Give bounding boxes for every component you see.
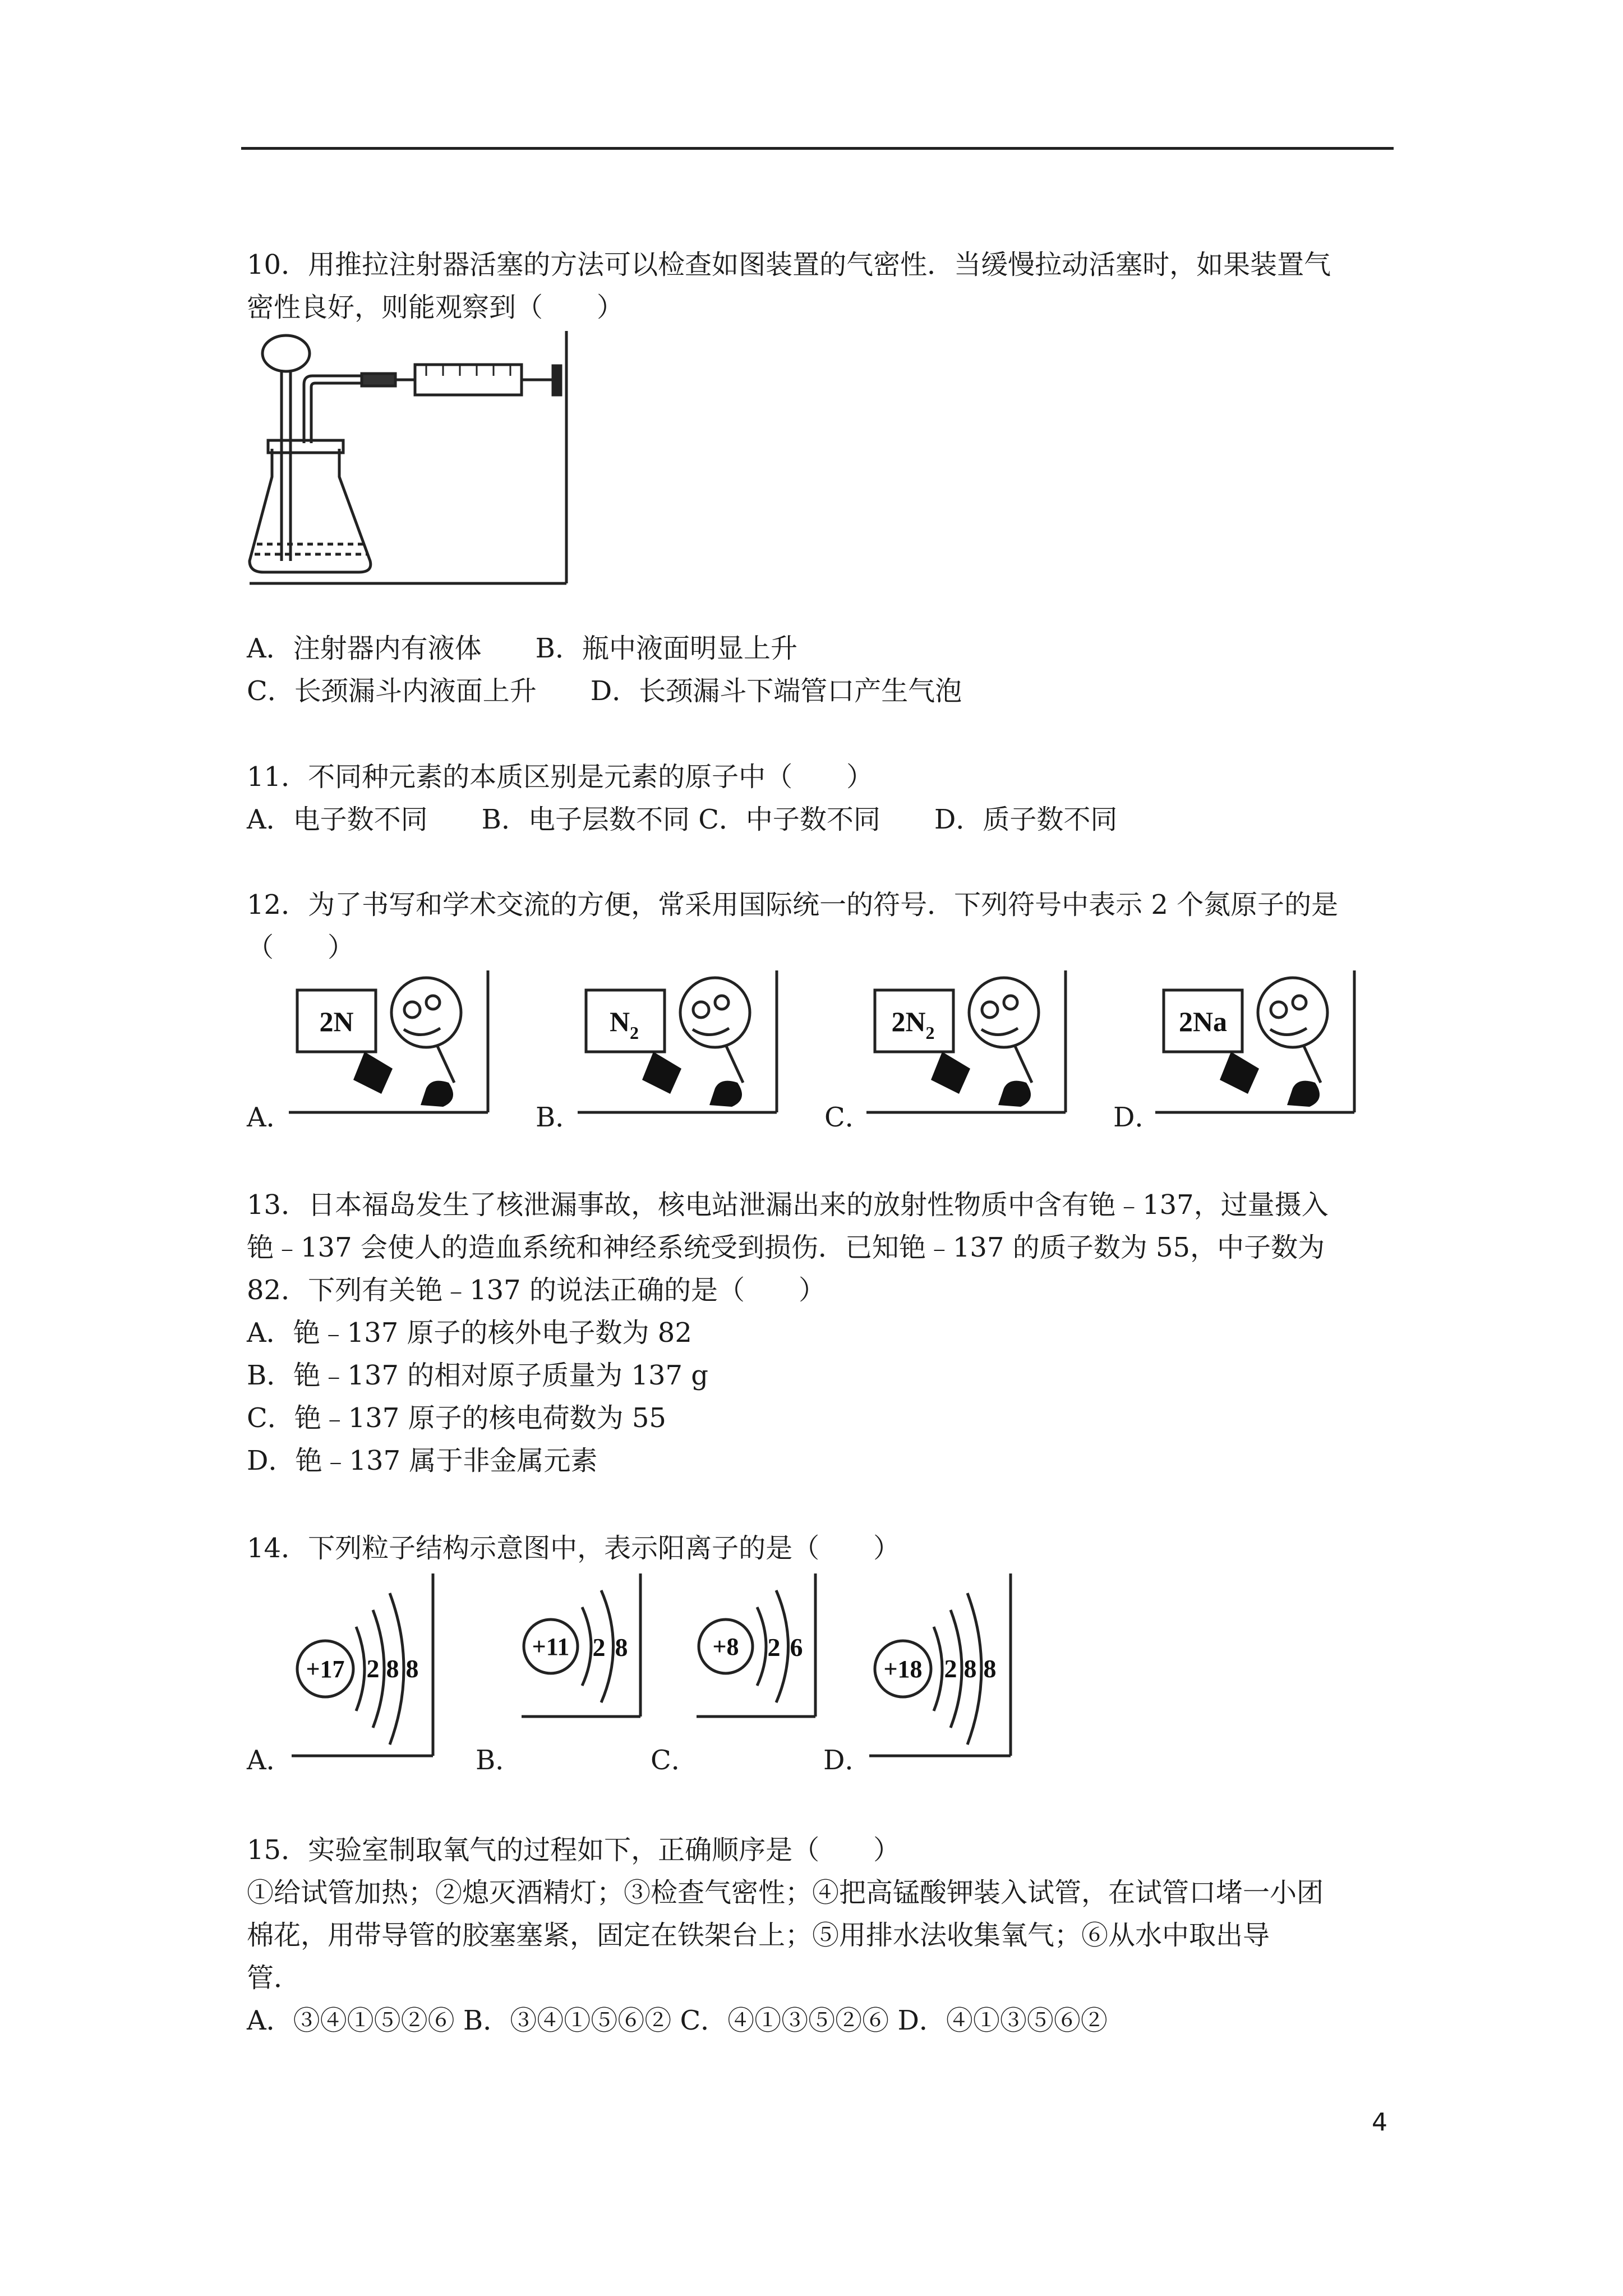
q14-shell-c-2: 6 bbox=[790, 1633, 803, 1662]
q15-steps-line1: ①给试管加热；②熄灭酒精灯；③检查气密性；④把高锰酸钾装入试管，在试管口堵一小团 bbox=[247, 1877, 1324, 1908]
q12-option-d-label: D． bbox=[1113, 1102, 1162, 1133]
q14-shell-c-1: 2 bbox=[767, 1633, 781, 1662]
question-14 bbox=[247, 1527, 1402, 1570]
q11-options: A．电子数不同 B．电子层数不同 C．中子数不同 D．质子数不同 bbox=[247, 804, 1118, 835]
q14-shell-d-2: 8 bbox=[963, 1654, 977, 1683]
q12-symbol-b bbox=[610, 1006, 639, 1043]
q14-shell-a-2: 8 bbox=[386, 1654, 399, 1683]
q14-stem: 14．下列粒子结构示意图中，表示阳离子的是（ ） bbox=[247, 1533, 901, 1564]
q14-shell-d-1: 2 bbox=[944, 1654, 957, 1683]
q12-symbol-d-main: 2Na bbox=[1178, 1006, 1228, 1037]
q12-symbol-a-main: 2N bbox=[319, 1006, 354, 1037]
q14-nucleus-a: +17 bbox=[306, 1655, 345, 1683]
q12-symbol-a bbox=[319, 1006, 353, 1037]
q10-options-line2: C．长颈漏斗内液面上升 D．长颈漏斗下端管口产生气泡 bbox=[247, 675, 962, 707]
q14-option-d-label: D． bbox=[823, 1745, 872, 1776]
q14-shell-a-3: 8 bbox=[405, 1654, 419, 1683]
page-number: 4 bbox=[1372, 2108, 1387, 2137]
q12-symbol-b-sub: 2 bbox=[630, 1023, 639, 1043]
q13-stem-line3: 82．下列有关铯﹣137 的说法正确的是（ ） bbox=[247, 1274, 826, 1306]
q12-stem-line1: 12．为了书写和学术交流的方便，常采用国际统一的符号．下列符号中表示 2 个氮原子的是 bbox=[247, 889, 1339, 921]
q12-option-c-label: C． bbox=[824, 1102, 872, 1133]
q14-atom-a bbox=[286, 1571, 443, 1761]
q15-options: A．③④①⑤②⑥ B．③④①⑤⑥② C．④①③⑤②⑥ D．④①③⑤⑥② bbox=[247, 2005, 1108, 2036]
q10-options-line1: A．注射器内有液体 B．瓶中液面明显上升 bbox=[247, 633, 797, 664]
q13-option-b: B．铯﹣137 的相对原子质量为 137 g bbox=[247, 1360, 709, 1391]
q14-shell-b-1: 2 bbox=[592, 1633, 606, 1662]
question-10 bbox=[247, 243, 1402, 329]
q12-option-a-label: A． bbox=[247, 1102, 293, 1133]
q13-option-d: D．铯﹣137 属于非金属元素 bbox=[247, 1445, 598, 1476]
q12-option-b-label: B． bbox=[536, 1102, 583, 1133]
q11-stem: 11．不同种元素的本质区别是元素的原子中（ ） bbox=[247, 761, 874, 793]
q14-atom-d bbox=[864, 1571, 1021, 1761]
q12-symbol-c-main: 2N bbox=[891, 1006, 926, 1037]
q12-symbol-c bbox=[891, 1006, 934, 1043]
q14-shell-a-1: 2 bbox=[366, 1654, 380, 1683]
q14-nucleus-d: +18 bbox=[883, 1655, 923, 1683]
q14-nucleus-b: +11 bbox=[532, 1633, 570, 1660]
q12-cartoon-a bbox=[286, 968, 494, 1119]
q14-atom-b bbox=[516, 1571, 645, 1722]
q12-cartoon-d bbox=[1152, 968, 1360, 1119]
q13-stem-line2: 铯﹣137 会使人的造血系统和神经系统受到损伤．已知铯﹣137 的质子数为 55，中子数为 bbox=[247, 1232, 1325, 1263]
question-11 bbox=[247, 756, 1402, 841]
q12-stem-line2: （ ） bbox=[247, 932, 355, 963]
q13-stem-line1: 13．日本福岛发生了核泄漏事故，核电站泄漏出来的放射性物质中含有铯﹣137，过量摄入 bbox=[247, 1189, 1329, 1221]
q10-stem-line1: 10．用推拉注射器活塞的方法可以检查如图装置的气密性．当缓慢拉动活塞时，如果装置气 bbox=[247, 249, 1331, 280]
question-12 bbox=[247, 884, 1402, 969]
q10-stem-line2: 密性良好，则能观察到（ ） bbox=[247, 292, 624, 323]
q12-symbol-b-main: N bbox=[609, 1006, 630, 1037]
question-15 bbox=[247, 1829, 1402, 2042]
q12-cartoon-b bbox=[575, 968, 782, 1119]
q13-option-a: A．铯﹣137 原子的核外电子数为 82 bbox=[247, 1317, 692, 1349]
q14-nucleus-c: +8 bbox=[712, 1633, 739, 1660]
q14-option-c-label: C． bbox=[651, 1745, 698, 1776]
q14-option-b-label: B． bbox=[476, 1745, 523, 1776]
q15-steps-line3: 管． bbox=[247, 1962, 301, 1994]
question-13 bbox=[247, 1184, 1402, 1482]
q14-shell-b-2: 8 bbox=[615, 1633, 628, 1662]
q12-symbol-c-sub: 2 bbox=[925, 1023, 935, 1043]
q14-atom-c bbox=[691, 1571, 820, 1722]
q12-symbol-d bbox=[1179, 1006, 1227, 1037]
q14-shell-d-3: 8 bbox=[983, 1654, 997, 1683]
header-rule bbox=[241, 147, 1394, 150]
q10-options bbox=[247, 627, 1402, 712]
flask-syringe-diagram bbox=[241, 325, 578, 589]
q12-cartoon-c bbox=[864, 968, 1071, 1119]
q10-apparatus-figure bbox=[241, 325, 578, 589]
q14-option-a-label: A． bbox=[247, 1745, 293, 1776]
q15-stem: 15．实验室制取氧气的过程如下，正确顺序是（ ） bbox=[247, 1834, 901, 1866]
q15-steps-line2: 棉花，用带导管的胶塞塞紧，固定在铁架台上；⑤用排水法收集氧气；⑥从水中取出导 bbox=[247, 1920, 1270, 1951]
q13-option-c: C．铯﹣137 原子的核电荷数为 55 bbox=[247, 1402, 666, 1434]
